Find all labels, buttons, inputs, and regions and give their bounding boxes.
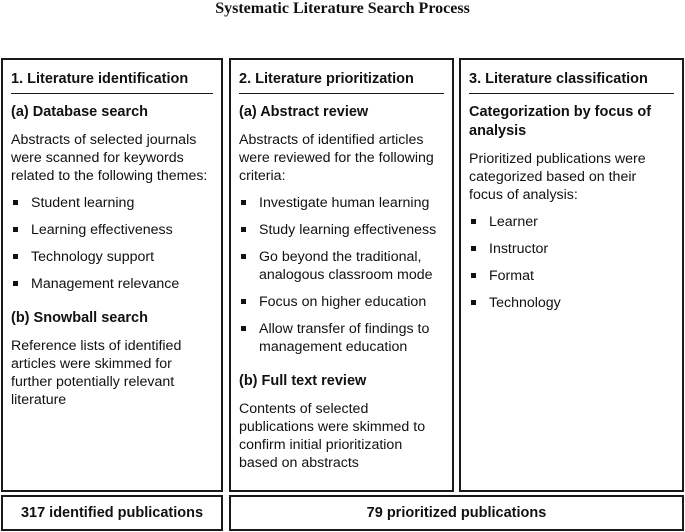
square-bullet-icon [241, 200, 246, 205]
snowball-search-text: Reference lists of identified articles were skimmed for further potentially relevant literature [11, 338, 182, 408]
theme-list [11, 194, 213, 293]
diagram-title: Systematic Literature Search Process [215, 0, 470, 17]
identification-box [1, 58, 223, 492]
list-item: Learning effectiveness [11, 221, 213, 239]
abstract-review-heading: (a) Abstract review [239, 104, 369, 120]
list-item: Technology [469, 294, 674, 312]
focus-list [469, 213, 674, 312]
square-bullet-icon [13, 227, 18, 232]
list-item: Focus on higher education [239, 293, 444, 311]
list-item: Go beyond the traditional, analogous classroom mode [239, 248, 444, 284]
classification-heading: 3. Literature classification [469, 69, 674, 94]
categorization-text: Prioritized publications were categorized based on their focus of analysis: [469, 151, 646, 203]
database-search-heading: (a) Database search [11, 104, 149, 120]
square-bullet-icon [13, 254, 18, 259]
square-bullet-icon [471, 219, 476, 224]
list-item: Instructor [469, 240, 674, 258]
list-item: Study learning effectiveness [239, 221, 444, 239]
snowball-search-heading: (b) Snowball search [11, 310, 148, 326]
square-bullet-icon [13, 281, 18, 286]
identified-count-label: 317 identified publications [20, 505, 204, 521]
square-bullet-icon [241, 227, 246, 232]
list-item: Investigate human learning [239, 194, 444, 212]
square-bullet-icon [241, 326, 246, 331]
identified-count-box [1, 495, 223, 531]
prioritized-count-label: 79 prioritized publications [366, 505, 547, 521]
criteria-list [239, 194, 444, 356]
square-bullet-icon [241, 254, 246, 259]
full-text-review-text: Contents of selected publications were skimmed to confirm initial prioritization based on abstracts [239, 401, 426, 471]
list-item: Management relevance [11, 275, 213, 293]
square-bullet-icon [471, 273, 476, 278]
prioritized-count-box [229, 495, 684, 531]
identification-heading: 1. Literature identification [11, 69, 213, 94]
list-item: Allow transfer of findings to management education [239, 320, 444, 356]
list-item: Learner [469, 213, 674, 231]
square-bullet-icon [471, 300, 476, 305]
prioritization-box [229, 58, 454, 492]
square-bullet-icon [241, 299, 246, 304]
database-search-text: Abstracts of selected journals were scanned for keywords related to the following themes: [11, 132, 208, 184]
prioritization-heading: 2. Literature prioritization [239, 69, 444, 94]
list-item: Format [469, 267, 674, 285]
square-bullet-icon [471, 246, 476, 251]
list-item: Student learning [11, 194, 213, 212]
abstract-review-text: Abstracts of identified articles were reviewed for the following criteria: [239, 132, 434, 184]
full-text-review-heading: (b) Full text review [239, 373, 367, 389]
classification-box [459, 58, 684, 492]
categorization-heading: Categorization by focus of analysis [469, 104, 652, 139]
list-item: Technology support [11, 248, 213, 266]
square-bullet-icon [13, 200, 18, 205]
